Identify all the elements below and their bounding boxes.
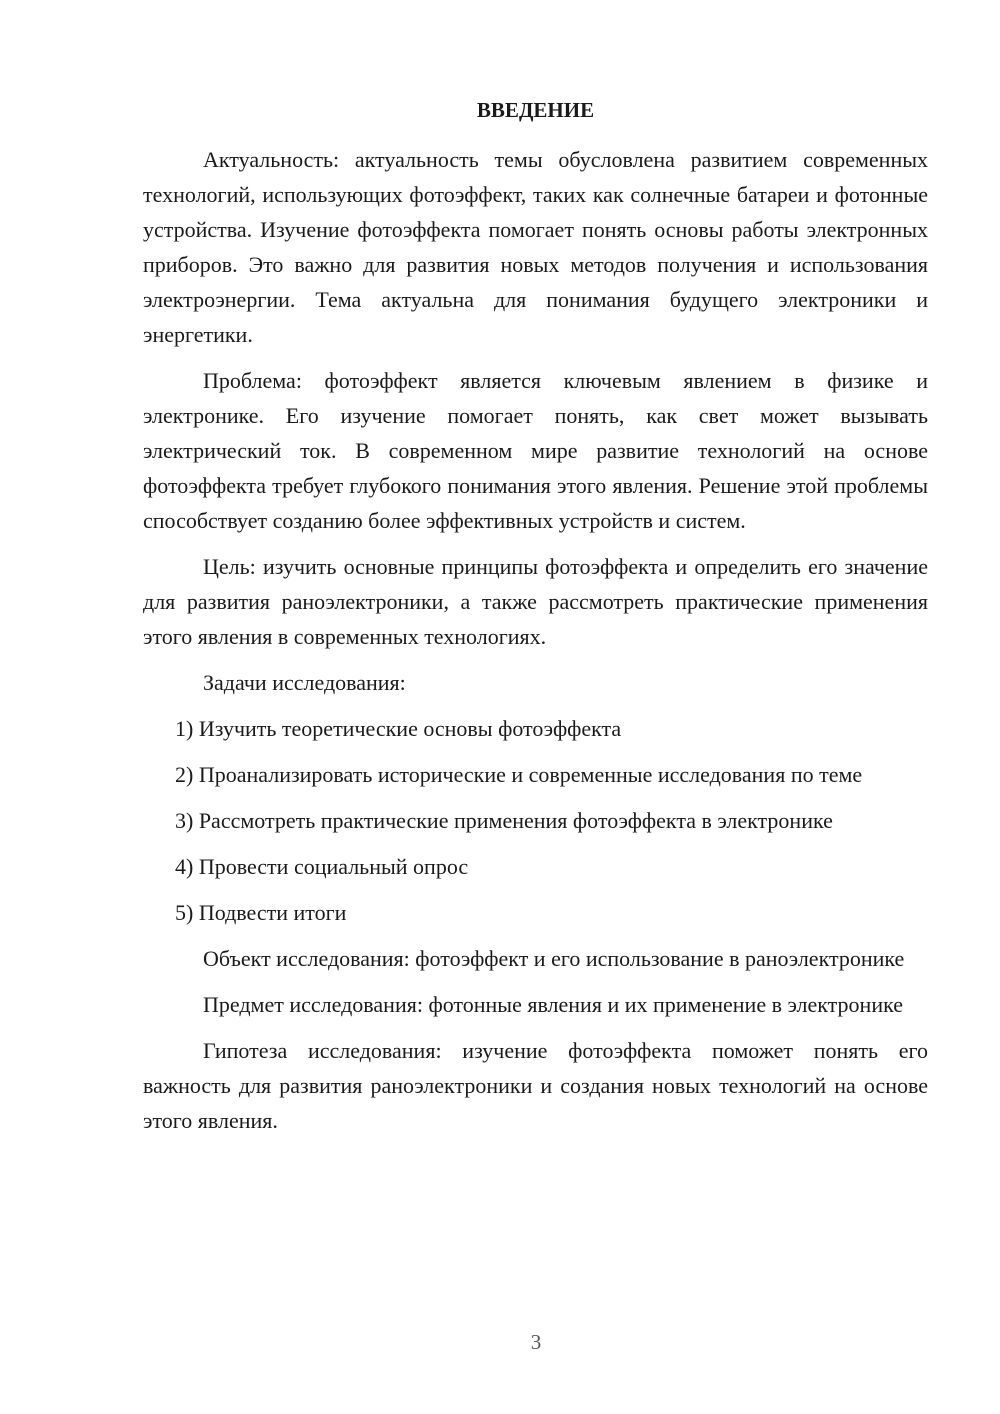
page-title: ВВЕДЕНИЕ [476, 98, 595, 122]
task-item: 1) Изучить теоретические основы фотоэффекта [175, 716, 622, 741]
task-item: 2) Проанализировать исторические и современные исследования по теме [175, 762, 863, 787]
paragraph-relevance: Актуальность: актуальность темы обусловлена развитием современных технологий, использующих фотоэффект, таких как солнечные батареи и фотонные устройства. Изучение фотоэффекта помогает понять основы работы электронных приборов. Это важно для развития новых методов получения и использования электроэнергии. Тема актуальна для понимания будущего электроники и энергетики. [143, 147, 928, 347]
task-item: 3) Рассмотреть практические применения фотоэффекта в электронике [175, 808, 833, 833]
tasks-heading: Задачи исследования: [203, 670, 406, 695]
task-item: 5) Подвести итоги [175, 900, 347, 925]
paragraph-object: Объект исследования: фотоэффект и его использование в раноэлектронике [203, 946, 905, 971]
document-page [143, 94, 928, 1149]
paragraph-hypothesis: Гипотеза исследования: изучение фотоэффекта поможет понять его важность для развития раноэлектроники и создания новых технологий на основе этого явления. [143, 1038, 928, 1133]
task-item: 4) Провести социальный опрос [175, 854, 469, 879]
paragraph-problem: Проблема: фотоэффект является ключевым явлением в физике и электронике. Его изучение помогает понять, как свет может вызывать электрический ток. В современном мире развитие технологий на основе фотоэффекта требует глубокого понимания этого явления. Решение этой проблемы способствует созданию более эффективных устройств и систем. [143, 368, 928, 533]
page-number: 3 [530, 1330, 542, 1354]
paragraph-subject: Предмет исследования: фотонные явления и их применение в электронике [203, 992, 903, 1017]
paragraph-goal: Цель: изучить основные принципы фотоэффекта и определить его значение для развития раноэлектроники, а также рассмотреть практические применения этого явления в современных технологиях. [143, 554, 928, 649]
